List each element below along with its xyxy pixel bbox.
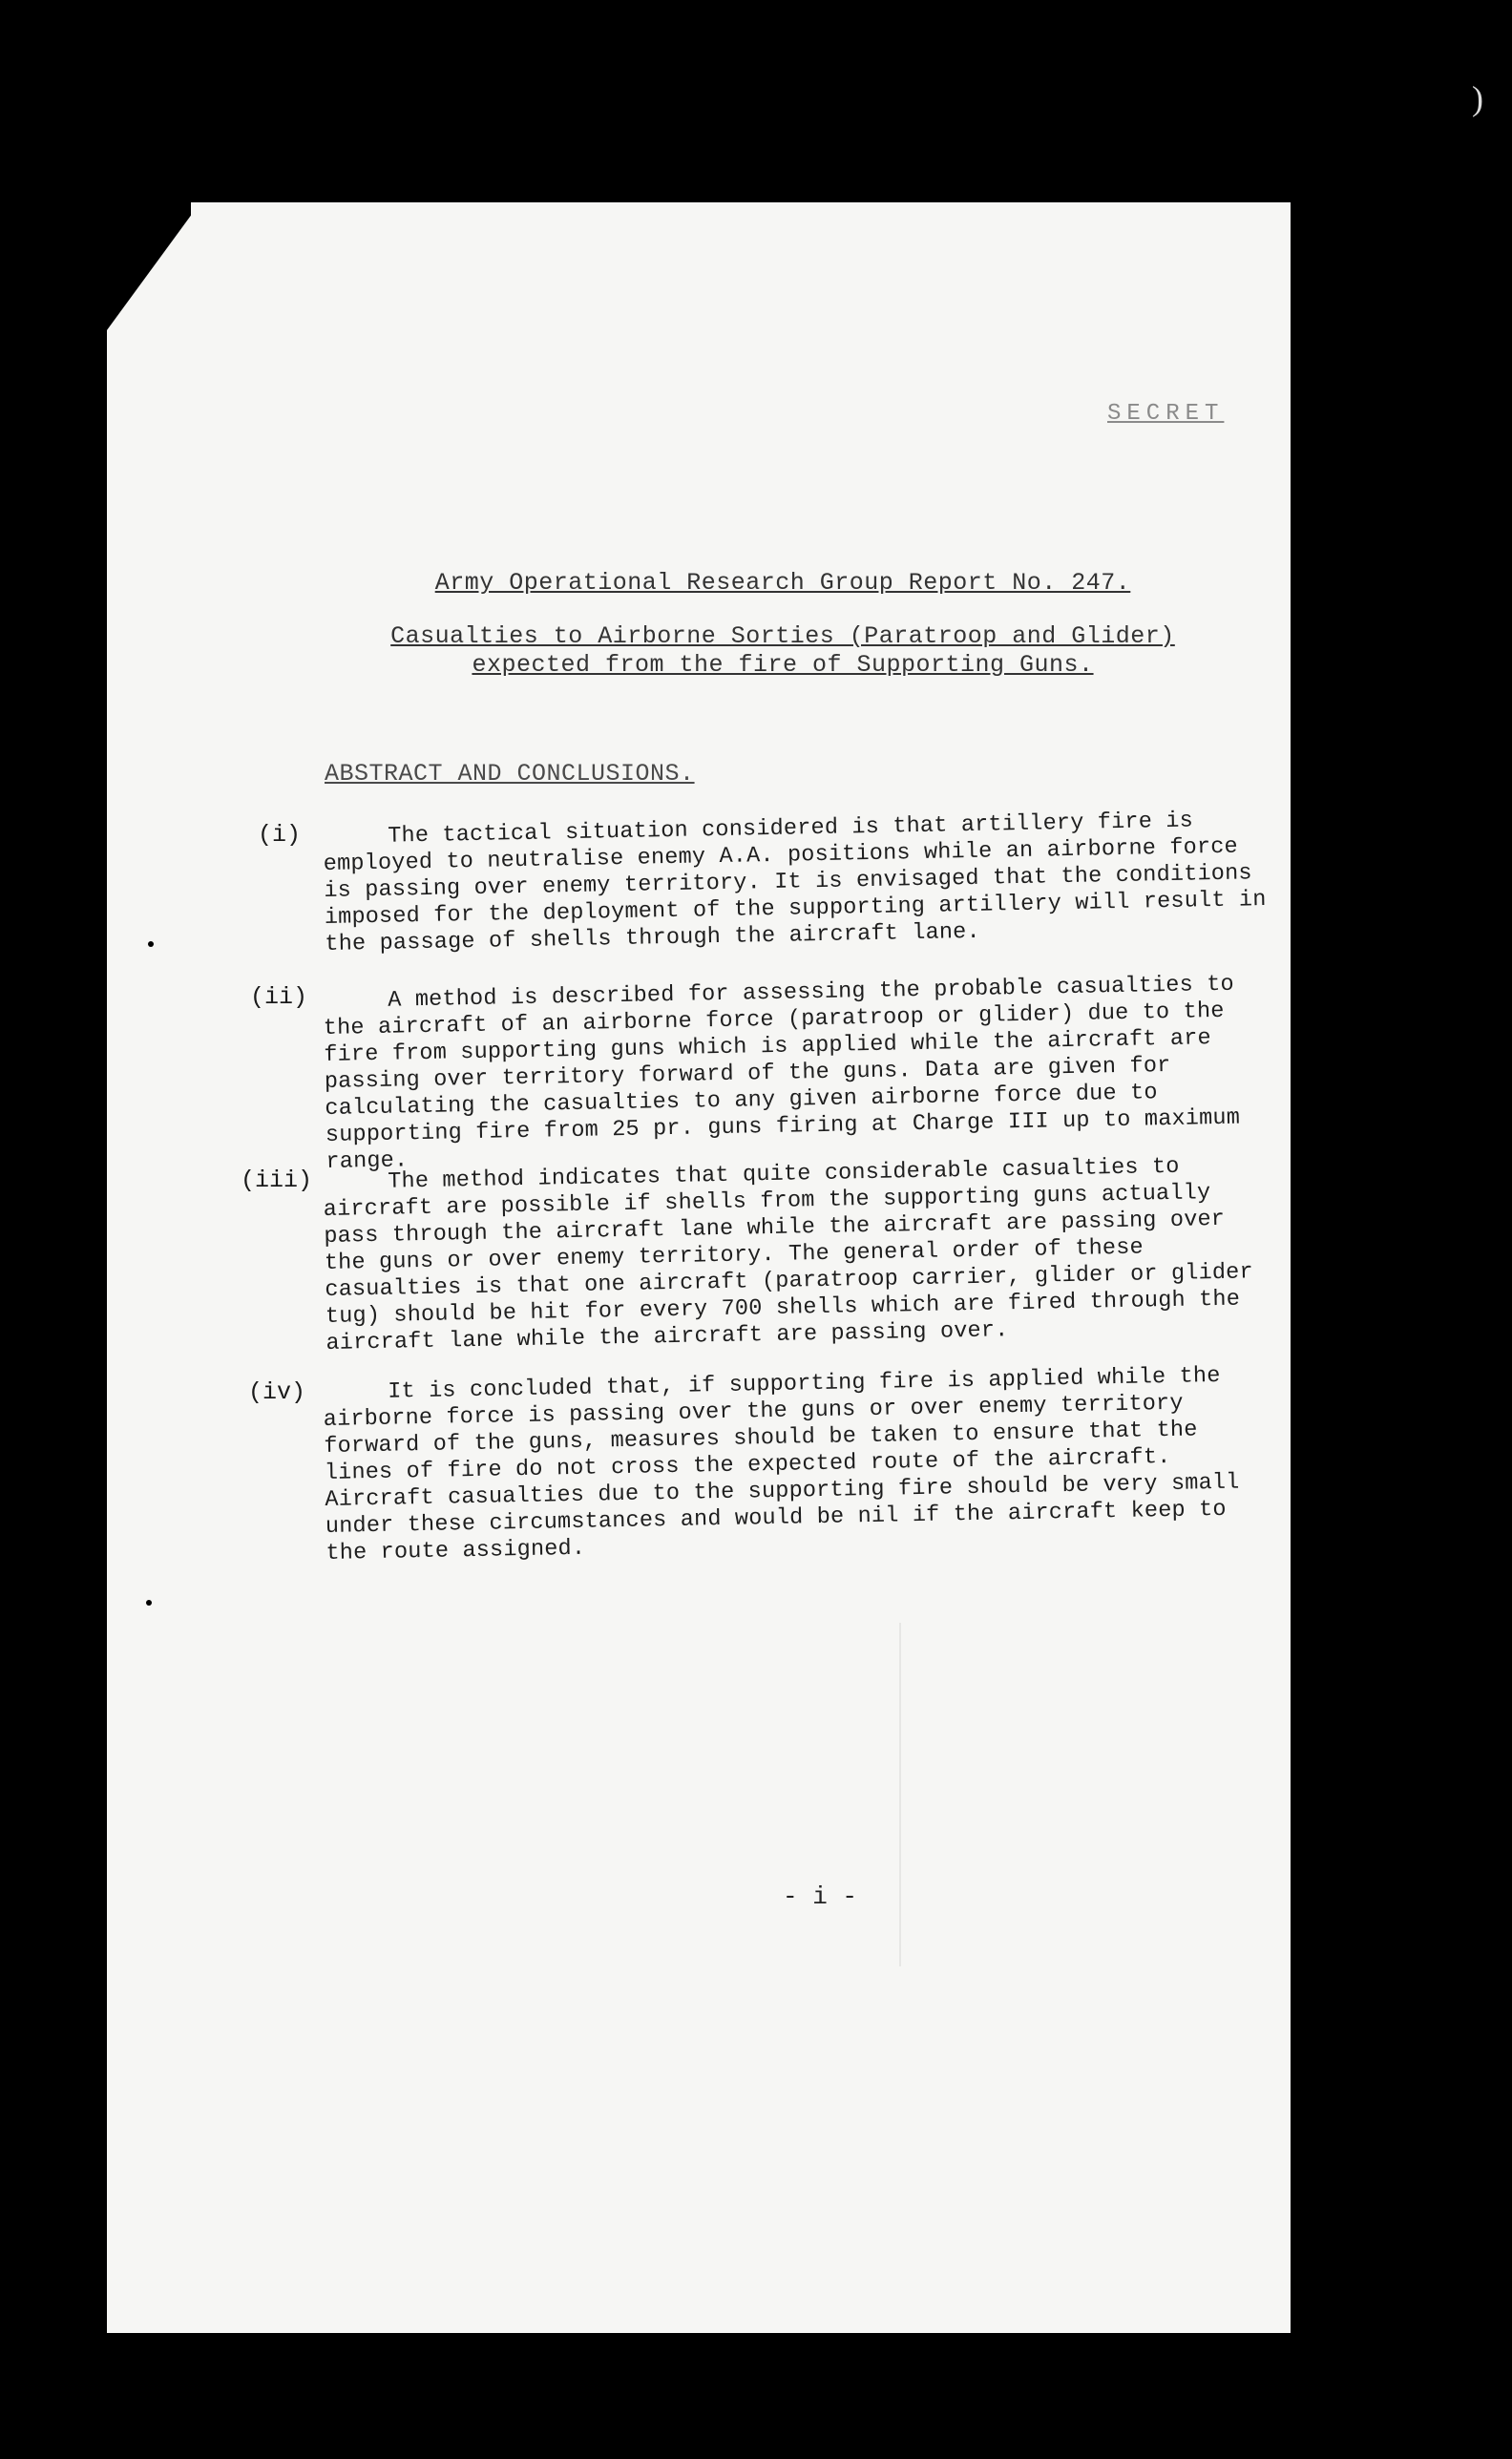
page-fold — [899, 1623, 901, 1966]
margin-dot — [148, 941, 154, 947]
classification-marking: SECRET — [1107, 401, 1225, 427]
page-torn-corner — [107, 202, 200, 2333]
margin-dot — [146, 1600, 152, 1606]
paragraph-number: (iii) — [241, 1166, 313, 1194]
paragraph-text: It is concluded that, if supporting fire is applied while the airborne force is passing over the guns or over enemy territory forward of the guns, measures should be taken to ensure that the lines of fire do not cross the expected route of the aircraft. Aircraft casualties due to the supporting fire should be very small under these circumstances and would be nil if the aircraft keep to the route assigned. — [323, 1362, 1240, 1566]
page-number: - i - — [783, 1882, 858, 1911]
subtitle-line-2: expected from the fire of Supporting Guns. — [472, 651, 1094, 679]
report-subtitle — [286, 622, 1279, 680]
paragraph-text: The method indicates that quite considerable casualties to aircraft are possible if shells from the supporting guns actually pass through the aircraft lane while the aircraft are passing over the guns or over enemy territory. The general order of these casualties is that one aircraft (paratroop carrier, glider or glider tug) should be hit for every 700 shells which are fired through the aircraft lane while the aircraft are passing over. — [323, 1153, 1254, 1356]
paragraph-text: A method is described for assessing the probable casualties to the aircraft of an airborne force (paratroop or glider) due to the fire from supporting guns which is applied while the aircraft are passing over territory forward of the guns. Data are given for calculating the casualties to any given airborne force due to supporting fire from 25 pr. guns firing at Charge III up to maximum range. — [323, 971, 1241, 1175]
paragraph-number: (i) — [258, 821, 302, 849]
paragraph-text: The tactical situation considered is that artillery fire is employed to neutralise enemy A.A. positions while an airborne force is passing over enemy territory. It is envisaged that the conditions imposed for the deployment of the supporting artillery will result in the passage of shells through the aircraft lane. — [323, 808, 1267, 957]
scan-corner-mark: ) — [1472, 79, 1483, 117]
paragraph-number: (iv) — [248, 1378, 306, 1406]
paragraph-number: (ii) — [250, 983, 308, 1011]
report-title: Army Operational Research Group Report No. 247. — [434, 569, 1131, 597]
section-heading: ABSTRACT AND CONCLUSIONS. — [325, 760, 695, 788]
subtitle-line-1: Casualties to Airborne Sorties (Paratroop and Glider) — [390, 622, 1175, 650]
